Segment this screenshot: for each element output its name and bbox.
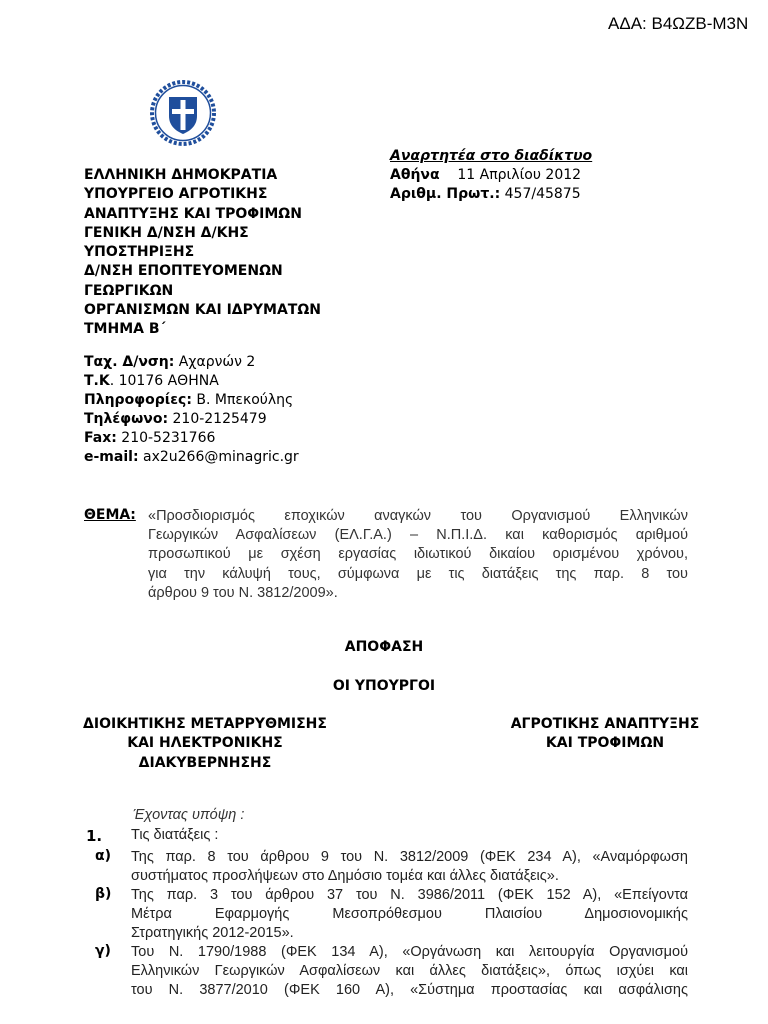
org-line: ΓΕΩΡΓΙΚΩΝ: [84, 282, 174, 299]
ministry-line: ΔΙΟΙΚΗΤΙΚΗΣ ΜΕΤΑΡΡΥΘΜΙΣΗΣ: [83, 716, 327, 732]
phone-value: 210-2125479: [172, 411, 267, 427]
subitem-a-marker: α): [95, 848, 112, 864]
subitem-line: Μέτρα Εφαρμογής Μεσοπρόθεσμου Πλαισίου Δημοσιονομικής: [131, 906, 688, 922]
postal-code-row: [84, 372, 299, 391]
info-row: [84, 391, 299, 410]
subitem-b-text: [131, 886, 688, 943]
subitem-c-text: [131, 943, 688, 1000]
subitem-line: Της παρ. 3 του άρθρου 37 του Ν. 3986/2011 (ΦΕΚ 152 Α), «Επείγοντα: [131, 887, 688, 903]
info-value: Β. Μπεκούλης: [196, 392, 294, 408]
decision-title: ΑΠΟΦΑΣΗ: [344, 639, 424, 655]
subitem-line: συστήματος προσλήψεων στο Δημόσιο τομέα και άλλες διατάξεις».: [131, 868, 559, 884]
city-label: Αθήνα: [390, 167, 440, 183]
subject-line: άρθρου 9 του Ν. 3812/2009».: [148, 584, 338, 601]
subject-label: ΘΕΜΑ:: [84, 507, 136, 523]
ministry-administrative-reform: [40, 715, 370, 773]
org-line: ΥΠΟΥΡΓΕΙΟ ΑΓΡΟΤΙΚΗΣ: [84, 186, 268, 203]
ministry-line: ΑΓΡΟΤΙΚΗΣ ΑΝΑΠΤΥΞΗΣ: [510, 716, 700, 732]
address-row: [84, 353, 299, 372]
postal-code-label: Τ.Κ: [84, 373, 110, 389]
subitem-b-marker: β): [95, 886, 112, 902]
protocol-number: [390, 185, 592, 204]
info-label: Πληροφορίες:: [84, 392, 192, 408]
document-date: 11 Απριλίου 2012: [457, 167, 582, 183]
subitem-line: Στρατηγικής 2012-2015».: [131, 925, 294, 941]
considering-heading: Έχοντας υπόψη :: [133, 807, 245, 823]
publication-note: Αναρτητέα στο διαδίκτυο: [390, 148, 593, 164]
place-date: [390, 166, 592, 185]
protocol-value: 457/45875: [504, 186, 581, 202]
phone-label: Τηλέφωνο:: [84, 411, 169, 427]
ministry-line: ΚΑΙ ΗΛΕΚΤΡΟΝΙΚΗΣ: [127, 735, 283, 752]
subject-line: για την κάλυψή τους, σύμφωνα με τις διατάξεις της παρ. 8 του: [148, 565, 688, 582]
item-1-marker: 1.: [86, 827, 103, 845]
org-line: ΥΠΟΣΤΗΡΙΞΗΣ: [84, 244, 195, 261]
fax-row: [84, 429, 299, 448]
subject-line: «Προσδιορισμός εποχικών αναγκών του Οργανισμού Ελληνικών: [148, 508, 688, 524]
issuing-authority: [84, 166, 384, 340]
email-label: e-mail:: [84, 449, 139, 465]
org-line: ΟΡΓΑΝΙΣΜΩΝ ΚΑΙ ΙΔΡΥΜΑΤΩΝ: [84, 302, 321, 319]
fax-value: 210-5231766: [121, 430, 216, 446]
ministry-line: ΚΑΙ ΤΡΟΦΙΜΩΝ: [545, 735, 665, 752]
subject-text: [148, 507, 688, 603]
fax-label: Fax:: [84, 430, 117, 446]
protocol-label: Αριθμ. Πρωτ.:: [390, 186, 501, 202]
org-line: ΑΝΑΠΤΥΞΗΣ ΚΑΙ ΤΡΟΦΙΜΩΝ: [84, 205, 302, 222]
org-line: ΓΕΝΙΚΗ Δ/ΝΣΗ Δ/ΚΗΣ: [84, 224, 249, 241]
subject-line: προσωπικού με σχέση εργασίας ιδιωτικού δικαίου ορισμένου χρόνου,: [148, 546, 688, 563]
subitem-line: Ελληνικών Γεωργικών Ασφαλίσεων και άλλες διατάξεις», όπως ισχύει και: [131, 963, 688, 979]
ada-code: ΑΔΑ: Β4ΩΖΒ-Μ3Ν: [608, 14, 749, 33]
email-row: [84, 448, 299, 467]
email-value: ax2u266@minagric.gr: [143, 449, 299, 465]
address-label: Ταχ. Δ/νση:: [84, 354, 175, 370]
document-meta: [390, 147, 592, 204]
ministry-rural-development: [490, 715, 720, 754]
subitem-a-text: [131, 848, 688, 886]
org-line: ΤΜΗΜΑ Β΄: [84, 321, 166, 338]
subitem-line: Του Ν. 1790/1988 (ΦΕΚ 134 Α), «Οργάνωση και λειτουργία Οργανισμού: [131, 944, 688, 960]
subject-line: Γεωργικών Ασφαλίσεων (ΕΛ.Γ.Α.) – Ν.Π.Ι.Δ. και καθορισμός αριθμού: [148, 527, 688, 544]
postal-code-value: . 10176 ΑΘΗΝΑ: [109, 373, 219, 389]
phone-row: [84, 410, 299, 429]
org-line: ΕΛΛΗΝΙΚΗ ΔΗΜΟΚΡΑΤΙΑ: [84, 167, 278, 183]
address-value: Αχαρνών 2: [178, 354, 256, 370]
item-1-text: Τις διατάξεις :: [131, 827, 219, 843]
subitem-c-marker: γ): [95, 943, 111, 959]
hellenic-republic-emblem: [150, 80, 216, 146]
shield-icon: [169, 97, 197, 134]
ministry-line: ΔΙΑΚΥΒΕΡΝΗΣΗΣ: [138, 754, 272, 771]
org-line: Δ/ΝΣΗ ΕΠΟΠΤΕΥΟΜΕΝΩΝ: [84, 263, 283, 280]
contact-details: [84, 353, 299, 467]
subitem-line: του Ν. 3877/2010 (ΦΕΚ 160 Α), «Σύστημα προστασίας και ασφάλισης: [131, 982, 688, 998]
ministers-title: ΟΙ ΥΠΟΥΡΓΟΙ: [332, 678, 436, 694]
subitem-line: Της παρ. 8 του άρθρου 9 του Ν. 3812/2009 (ΦΕΚ 234 Α), «Αναμόρφωση: [131, 849, 688, 865]
